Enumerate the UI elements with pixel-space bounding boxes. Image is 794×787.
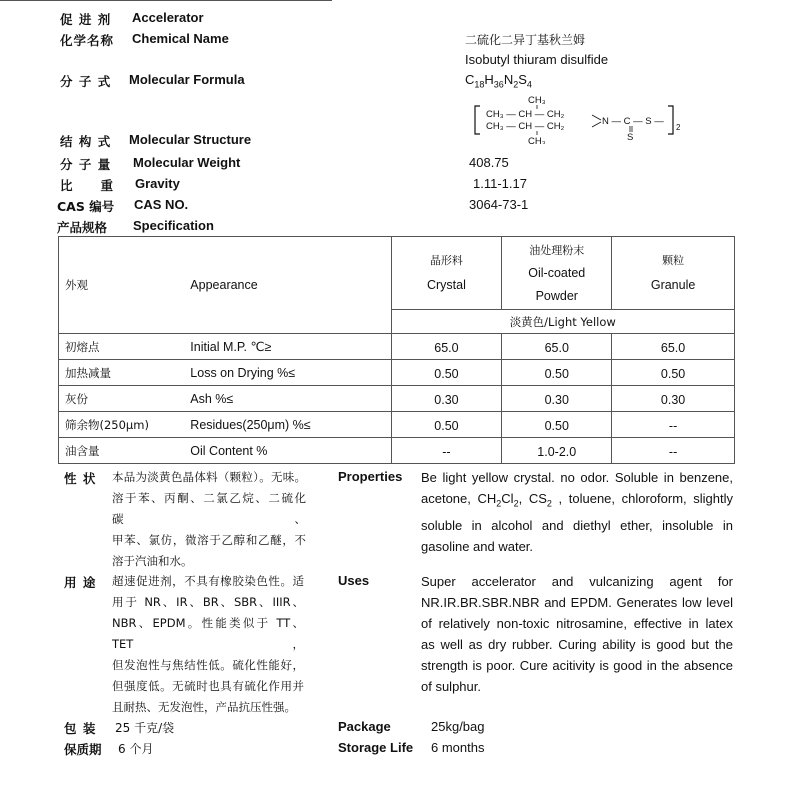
row-granule-value: --: [612, 438, 735, 464]
col-oil-coated-en1: Oil-coated: [528, 265, 586, 280]
table-row: [59, 334, 735, 360]
col-crystal-en: Crystal: [426, 278, 466, 293]
chemical-name-value-en: Isobutyl thiuram disulfide: [465, 52, 609, 67]
row-cn-cell: 筛余物(250μm): [59, 412, 191, 438]
col-granule-header: [612, 237, 735, 310]
row-granule-value: 0.50: [612, 360, 735, 386]
col-oil-coated-header: [502, 237, 612, 310]
row-en-cell: Ash %≤: [190, 386, 391, 412]
storage-label-en: Storage Life: [338, 740, 414, 755]
chemical-name-label-cn: 化学名称: [60, 33, 115, 48]
uses-en-line: as well as dry rubber. Curing ability is good but the: [421, 637, 733, 652]
specification-table: [58, 236, 735, 464]
col-crystal-header: [391, 237, 502, 310]
row-cn-cell: 灰份: [59, 386, 191, 412]
structure-formula-diagram: [470, 94, 690, 144]
gravity-label-en: Gravity: [135, 176, 180, 191]
row-crystal-value: 0.50: [391, 412, 502, 438]
accelerator-label-cn: 促 进 剂: [60, 12, 112, 27]
structure-row1: CH₃ — CH — CH₂: [486, 109, 565, 120]
properties-text-cn: [112, 467, 306, 572]
uses-en-line: NR.IR.BR.SBR.NBR and EPDM. Generates low level: [421, 595, 733, 610]
row-crystal-value: 0.50: [391, 360, 502, 386]
chemical-name-label-en: Chemical Name: [132, 31, 229, 46]
table-row: [59, 360, 735, 386]
structure-s-double: S: [627, 132, 634, 143]
row-en-cell: Oil Content %: [190, 438, 391, 464]
properties-label-en: Properties: [338, 469, 403, 484]
uses-text-en: [421, 571, 733, 697]
row-granule-value: 65.0: [612, 334, 735, 360]
row-crystal-value: 65.0: [391, 334, 502, 360]
row-granule-value: 0.30: [612, 386, 735, 412]
row-en-cell: Residues(250μm) %≤: [190, 412, 391, 438]
storage-value-cn: 6 个月: [118, 742, 154, 756]
row-oil-coated-value: 0.50: [502, 360, 612, 386]
uses-cn-line: 但强度低。无硫时也具有硫化作用并: [112, 679, 304, 693]
package-value-cn: 25 千克/袋: [115, 721, 175, 735]
spec-label-cn: 产品规格: [57, 220, 108, 235]
spec-label-en: Specification: [133, 218, 214, 233]
molecular-weight-label-cn: 分 子 量: [60, 157, 112, 172]
uses-cn-line: 但发泡性与焦结性低。硫化性能好，: [112, 658, 304, 672]
appearance-en-cell: Appearance: [190, 237, 391, 334]
uses-cn-line: 超速促进剂，不具有橡胶染色性。适: [112, 574, 304, 588]
properties-cn-line: 甲苯、氯仿，微溶于乙醇和乙醚，不: [112, 533, 306, 547]
molecular-weight-value: 408.75: [469, 155, 509, 170]
molecular-formula-label-en: Molecular Formula: [129, 72, 245, 87]
appearance-cn-cell: 外观: [59, 237, 191, 334]
chemical-name-value-cn: 二硫化二异丁基秋兰姆: [465, 33, 586, 47]
right-bracket-icon: [668, 106, 673, 134]
structure-tail: N — C — S —: [602, 116, 664, 127]
col-crystal-cn: 晶形料: [429, 254, 463, 268]
molecular-structure-label-en: Molecular Structure: [129, 132, 252, 147]
appearance-color-cell: 淡黄色/Light Yellow: [391, 310, 734, 334]
cas-value: 3064-73-1: [469, 197, 529, 212]
row-cn-cell: 加热减量: [59, 360, 191, 386]
row-oil-coated-value: 1.0-2.0: [502, 438, 612, 464]
table-row: [59, 438, 735, 464]
properties-en-line: Be light yellow crystal. no odor. Soluble in benzene,: [421, 470, 733, 485]
table-row: [59, 386, 735, 412]
structure-ch3-bottom: CH₃: [528, 136, 546, 144]
row-oil-coated-value: 65.0: [502, 334, 612, 360]
row-cn-cell: 初熔点: [59, 334, 191, 360]
accelerator-label-en: Accelerator: [132, 10, 204, 25]
uses-en-line: of relatively non-toxic nitrosamine, effective in latex: [421, 616, 733, 631]
properties-en-line: soluble in alcohol and diethyl ether, insoluble in: [421, 517, 733, 533]
uses-en-line: of sulphur.: [421, 679, 481, 694]
uses-cn-line: 且耐热、无发泡性，产品抗压性强。: [112, 700, 296, 714]
structure-subscript: 2: [676, 123, 681, 132]
cas-label-en: CAS NO.: [134, 197, 189, 212]
properties-cn-line: 溶于苯、丙酮、二氯乙烷、二硫化碳、: [112, 491, 306, 526]
row-oil-coated-value: 0.50: [502, 412, 612, 438]
properties-label-cn: 性 状: [64, 471, 97, 486]
row-oil-coated-value: 0.30: [502, 386, 612, 412]
uses-label-cn: 用 途: [64, 575, 97, 590]
row-en-cell: Initial M.P. ℃≥: [190, 334, 391, 360]
row-crystal-value: 0.30: [391, 386, 502, 412]
molecular-structure-label-cn: 结 构 式: [60, 134, 112, 149]
package-label-cn: 包 装: [64, 721, 97, 736]
properties-en-line: gasoline and water.: [421, 538, 534, 554]
uses-label-en: Uses: [338, 573, 370, 588]
molecular-formula-label-cn: 分 子 式: [60, 74, 112, 89]
molecular-formula-value: $C_{18}H_{36}N_2S_4$: [465, 72, 532, 90]
uses-cn-line: NBR、EPDM。性能类似于 TT、TET，: [112, 616, 304, 651]
row-crystal-value: --: [391, 438, 502, 464]
col-oil-coated-cn: 油处理粉末: [529, 243, 585, 257]
table-header-row: [59, 237, 735, 310]
storage-value-en: 6 months: [431, 740, 485, 755]
col-granule-cn: 颗粒: [662, 254, 685, 268]
col-granule-en: Granule: [650, 278, 696, 293]
top-rule: [0, 0, 332, 2]
row-granule-value: --: [612, 412, 735, 438]
properties-en-line: acetone, $CH_2Cl_2$, $CS_2$ , toluene, chloroform, slightly: [421, 491, 734, 509]
storage-label-cn: 保质期: [64, 742, 102, 757]
col-oil-coated-en2: Powder: [535, 288, 578, 303]
cas-label-cn: CAS 编号: [57, 199, 115, 214]
row-en-cell: Loss on Drying %≤: [190, 360, 391, 386]
properties-cn-line: 溶于汽油和水。: [112, 554, 193, 568]
structure-ch3-top: CH₃: [528, 95, 546, 106]
package-label-en: Package: [338, 719, 391, 734]
properties-text-en: [421, 467, 733, 557]
properties-cn-line: 本品为淡黄色晶体料（颗粒）。无味。: [112, 470, 306, 484]
row-cn-cell: 油含量: [59, 438, 191, 464]
left-bracket-icon: [475, 106, 480, 134]
uses-text-cn: [112, 571, 304, 718]
molecular-weight-label-en: Molecular Weight: [133, 155, 241, 170]
gravity-label-cn: 比 重: [60, 178, 115, 193]
package-value-en: 25kg/bag: [431, 719, 485, 734]
gravity-value: 1.11-1.17: [473, 176, 527, 191]
uses-cn-line: 用于 NR、IR、BR、SBR、IIIR、: [112, 595, 304, 609]
uses-en-line: strength is poor. Cure acitivity is good in the absence: [421, 658, 733, 673]
table-row: [59, 412, 735, 438]
structure-row2: CH₃ — CH — CH₂: [486, 121, 565, 132]
uses-en-line: Super accelerator and vulcanizing agent for: [421, 574, 733, 589]
